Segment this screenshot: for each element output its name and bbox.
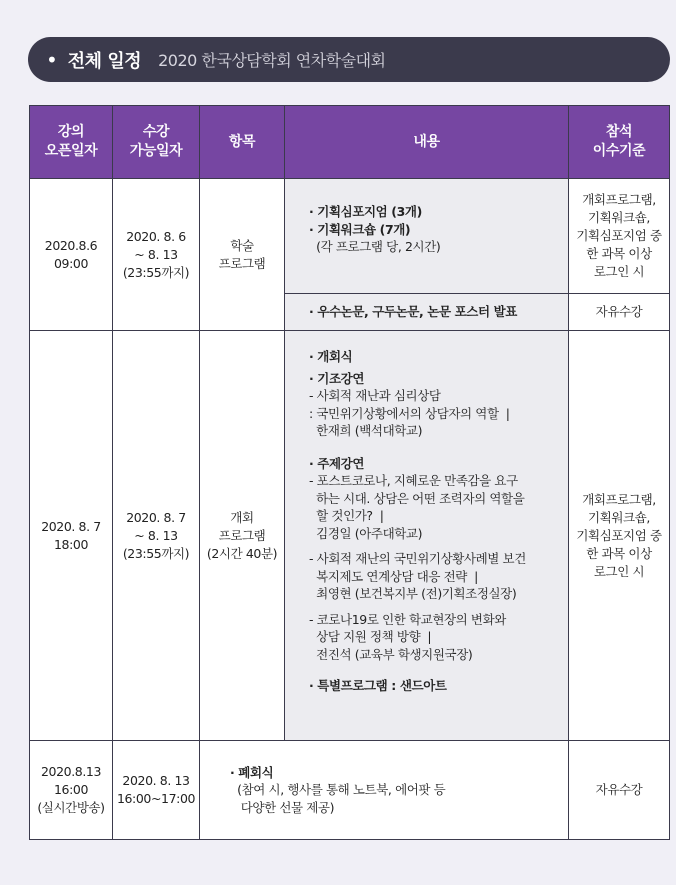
content-item: · 기획워크숍 (7개) — [309, 221, 411, 237]
col-criteria: 참석 이수기준 — [569, 106, 670, 179]
content-cell — [200, 741, 569, 840]
open-date-cell: 2020. 8. 7 18:00 — [30, 331, 113, 741]
special-program: · 특별프로그램 : 샌드아트 — [309, 678, 447, 693]
table-row — [30, 331, 670, 741]
closing-body: (참여 시, 행사를 통해 노트북, 에어팟 등 다양한 선물 제공) — [237, 782, 446, 815]
col-open-date: 강의 오픈일자 — [30, 106, 113, 179]
theme-talk: - 포스트코로나, 지혜로운 만족감을 요구 하는 시대. 상담은 어떤 조력자의 역할을 할 것인가? | 김경일 (아주대학교) — [309, 473, 525, 541]
table-row — [30, 179, 670, 294]
content-item: · 우수논문, 구두논문, 논문 포스터 발표 — [309, 304, 517, 320]
col-content: 내용 — [285, 106, 569, 179]
closing-title: · 폐회식 — [230, 764, 274, 780]
bullet-icon: • — [46, 47, 58, 72]
category-cell: 개회 프로그램 (2시간 40분) — [200, 331, 285, 741]
category-cell: 학술 프로그램 — [200, 179, 285, 331]
theme-title: · 주제강연 — [309, 455, 365, 471]
section-subtitle: 2020 한국상담학회 연차학술대회 — [158, 51, 386, 70]
criteria-cell: 개회프로그램, 기획워크숍, 기획심포지엄 중 한 과목 이상 로그인 시 — [569, 331, 670, 741]
col-category: 항목 — [200, 106, 285, 179]
open-date-cell: 2020.8.13 16:00 (실시간방송) — [30, 741, 113, 840]
open-date-cell: 2020.8.6 09:00 — [30, 179, 113, 331]
section-title: 전체 일정 — [67, 50, 142, 72]
content-cell — [285, 331, 569, 741]
content-cell — [285, 179, 569, 294]
available-cell: 2020. 8. 6 ~ 8. 13 (23:55까지) — [113, 179, 200, 331]
criteria-cell: 자유수강 — [569, 294, 670, 331]
table-row — [30, 741, 670, 840]
theme-talk: - 사회적 재난의 국민위기상황사례별 보건 복지제도 연계상담 대응 전략 | 최영현 (보건복지부 (전)기획조정실장) — [309, 551, 526, 601]
opening-item: · 개회식 — [309, 349, 353, 364]
content-item: · 기획심포지엄 (3개) — [309, 204, 422, 219]
criteria-cell: 자유수강 — [569, 741, 670, 840]
criteria-cell: 개회프로그램, 기획워크숍, 기획심포지엄 중 한 과목 이상 로그인 시 — [569, 179, 670, 294]
section-header — [28, 37, 670, 82]
schedule-table — [29, 105, 670, 840]
available-cell: 2020. 8. 13 16:00~17:00 — [113, 741, 200, 840]
col-available-date: 수강 가능일자 — [113, 106, 200, 179]
table-header-row — [30, 106, 670, 179]
keynote-body: - 사회적 재난과 심리상담 : 국민위기상황에서의 상담자의 역할 | 한재희 (백석대학교) — [309, 388, 510, 438]
content-note: (각 프로그램 당, 2시간) — [309, 239, 441, 254]
content-cell — [285, 294, 569, 331]
available-cell: 2020. 8. 7 ~ 8. 13 (23:55까지) — [113, 331, 200, 741]
theme-talk: - 코로나19로 인한 학교현장의 변화와 상담 지원 정책 방향 | 전진석 (교육부 학생지원국장) — [309, 611, 506, 662]
keynote-title: · 기조강연 — [309, 370, 365, 386]
